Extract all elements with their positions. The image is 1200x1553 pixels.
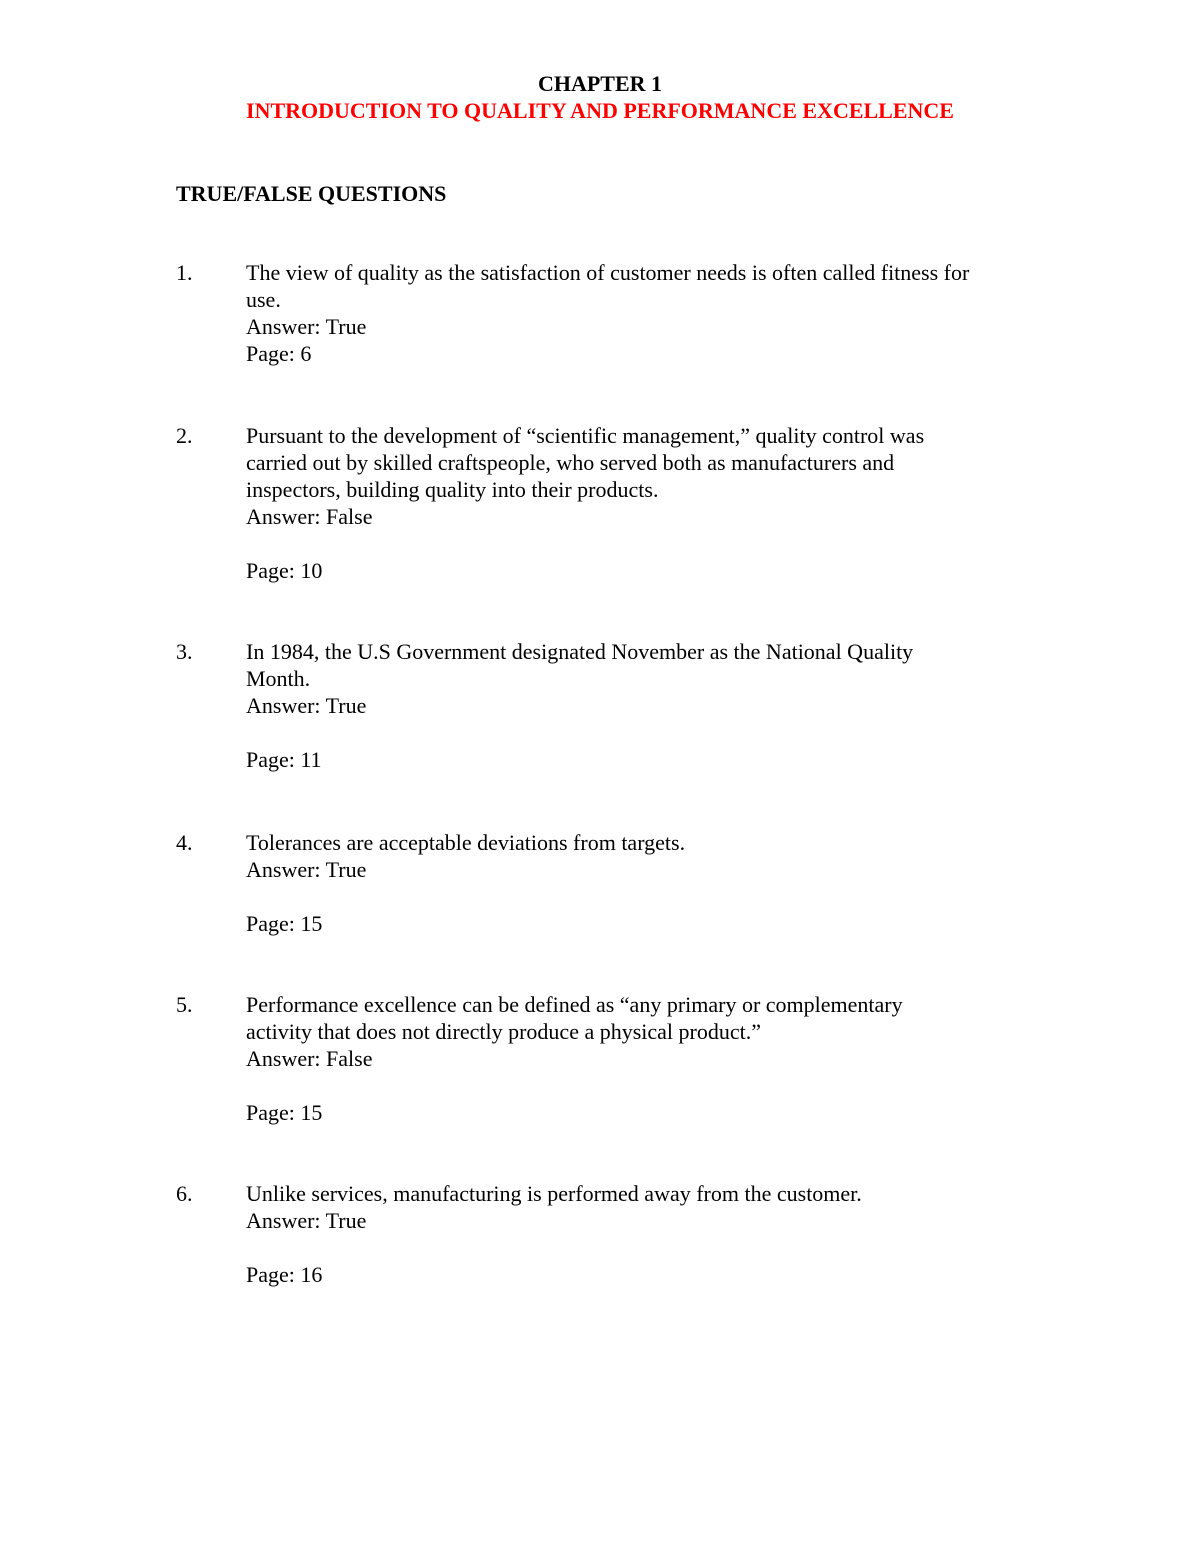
question-page: Page: 11 — [246, 747, 322, 772]
question-answer: Answer: True — [246, 314, 367, 339]
question-body — [246, 422, 1036, 584]
question-text-line: activity that does not directly produce a physical product.” — [246, 1019, 762, 1044]
question-answer: Answer: True — [246, 857, 367, 882]
question-answer: Answer: False — [246, 504, 373, 529]
section-heading: TRUE/FALSE QUESTIONS — [176, 181, 447, 206]
question-page: Page: 6 — [246, 341, 312, 366]
blank-line — [246, 1072, 1036, 1099]
question-number: 4. — [176, 830, 193, 855]
question-body — [246, 829, 1036, 937]
chapter-number: CHAPTER 1 — [537, 71, 663, 96]
question-text-line: Unlike services, manufacturing is performed away from the customer. — [246, 1181, 862, 1206]
blank-line — [246, 1234, 1036, 1261]
blank-line — [246, 530, 1036, 557]
question-number: 2. — [176, 423, 193, 448]
question-text-line: Month. — [246, 666, 311, 691]
question-body — [246, 991, 1036, 1126]
question-text-line: The view of quality as the satisfaction of customer needs is often called fitness for — [246, 260, 970, 285]
question-page: Page: 15 — [246, 1100, 323, 1125]
chapter-title: INTRODUCTION TO QUALITY AND PERFORMANCE EXCELLENCE — [246, 98, 954, 123]
blank-line — [246, 883, 1036, 910]
question-text-line: Performance excellence can be defined as “any primary or complementary — [246, 992, 903, 1017]
question-page: Page: 16 — [246, 1262, 323, 1287]
question-body — [246, 638, 1036, 773]
question-body — [246, 1180, 1036, 1288]
question-answer: Answer: False — [246, 1046, 373, 1071]
question-answer: Answer: True — [246, 693, 367, 718]
question-number: 5. — [176, 992, 193, 1017]
question-text-line: Tolerances are acceptable deviations from targets. — [246, 830, 686, 855]
question-text-line: use. — [246, 287, 281, 312]
question-text-line: carried out by skilled craftspeople, who served both as manufacturers and — [246, 450, 895, 475]
question-number: 1. — [176, 260, 193, 285]
question-page: Page: 10 — [246, 558, 323, 583]
blank-line — [246, 719, 1036, 746]
question-text-line: Pursuant to the development of “scientific management,” quality control was — [246, 423, 925, 448]
question-number: 6. — [176, 1181, 193, 1206]
question-answer: Answer: True — [246, 1208, 367, 1233]
question-text-line: In 1984, the U.S Government designated November as the National Quality — [246, 639, 914, 664]
question-number: 3. — [176, 639, 193, 664]
question-body — [246, 259, 1036, 367]
question-text-line: inspectors, building quality into their products. — [246, 477, 659, 502]
question-page: Page: 15 — [246, 911, 323, 936]
